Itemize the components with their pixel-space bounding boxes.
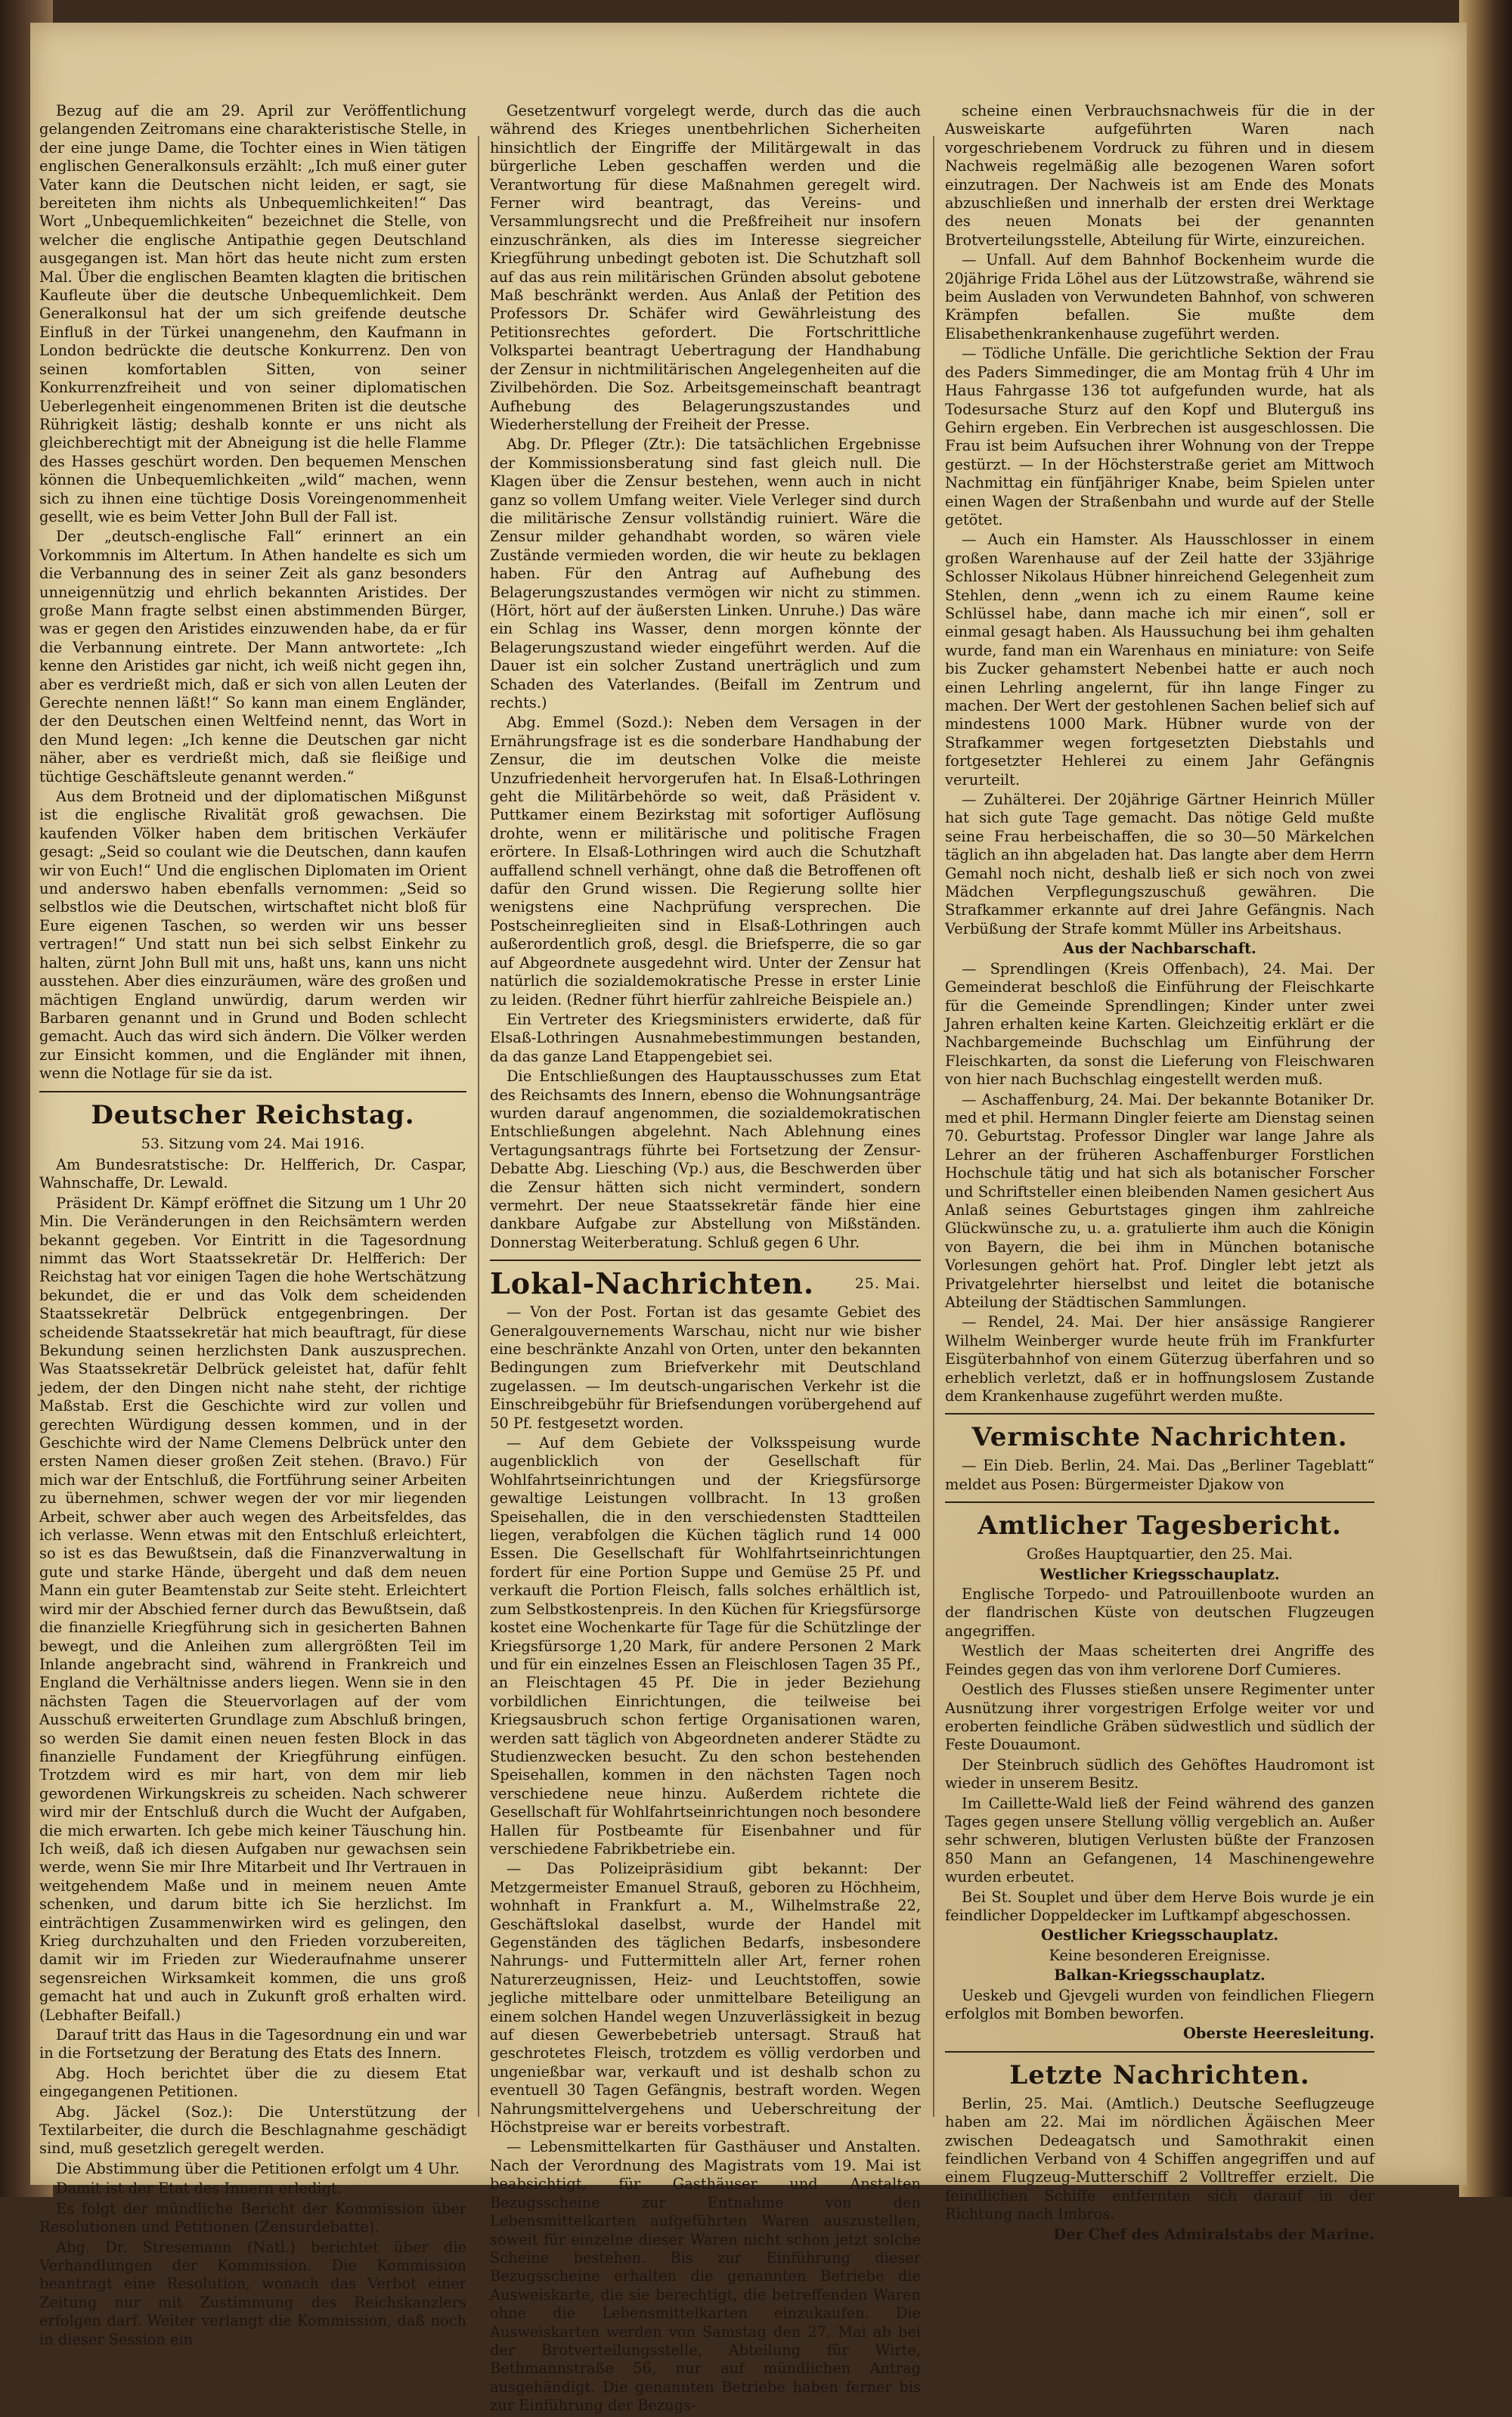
subheading-ost: Oestlicher Kriegsschauplatz. [1041,1926,1278,1944]
article-paragraph: Englische Torpedo- und Patrouillenboote wurden an der flandrischen Küste von deutschen Flugzeugen angegriffen. [945,1585,1374,1640]
article-paragraph: Oestlich des Flusses stießen unsere Regimenter unter Ausnützung ihrer vorgestrigen Erfolge weiter vor und eroberten feindliche Gräben südwestlich und südlich der Feste Douaumont. [945,1681,1374,1754]
column-1 [39,102,466,2350]
section-title-vermischte: Vermischte Nachrichten. [971,1422,1348,1453]
article-paragraph: — Tödliche Unfälle. Die gerichtliche Sektion der Frau des Paders Simmedinger, die am Montag früh 4 Uhr im Haus Fahrgasse 136 tot aufgefunden wurde, hat als Todesursache Sturz auf den Kopf und Bluterguß ins Gehirn ergeben. Ein Verbrechen ist ausgeschlossen. Die Frau ist beim Aufsuchen ihrer Wohnung von der Treppe gestürzt. — In der Höchsterstraße geriet am Mittwoch Nachmittag ein fünfjähriger Knabe, beim Spielen unter einen Wagen der Straßenbahn und wurde auf der Stelle getötet. [945,345,1374,528]
signature: Oberste Heeresleitung. [1183,2025,1374,2043]
section-title-letzte: Letzte Nachrichten. [1009,2059,1310,2090]
article-paragraph: Abg. Jäckel (Soz.): Die Unterstützung der Textilarbeiter, die durch die Beschlagnahme geschädigt sind, muß gesetzlich geregelt werden. [39,2102,466,2158]
article-paragraph: — Aschaffenburg, 24. Mai. Der bekannte Botaniker Dr. med et phil. Hermann Dingler feierte am Dienstag seinen 70. Geburtstag. Professor Dingler war lange Jahre als Lehrer an der früheren Aschaffenburger Forstlichen Hochschule tätig und hat sich als botanischer Forscher und Schriftsteller einen bleibenden Namen gesichert Aus Anlaß seines Geburtstages gingen ihm zahlreiche Glückwünsche zu, u. a. gratulierte ihm auch die Königin von Bayern, die bei ihm in München botanische Vorlesungen gehört hat. Prof. Dingler lebt jetzt als Privatgelehrter hierselbst und leitet die botanische Abteilung der Städtischen Sammlungen. [945,1090,1374,1311]
subheading-balkan: Balkan-Kriegsschauplatz. [1054,1966,1266,1985]
article-paragraph: Bezug auf die am 29. April zur Veröffentlichung gelangenden Zeitromans eine charakteristische Stelle, in der eine junge Dame, die Tochter eines in Wien tätigen englischen Generalkonsuls erzählt: „Ich muß einer guter Vater kann die Deutschen nicht leiden, er sagt, sie bereiteten ihm nichts als Unbequemlichkeiten!“ Das Wort „Unbequemlichkeiten“ bezeichnet die Stelle, von welcher die englische Antipathie gegen Deutschland ausgegangen ist. Man hört das heute nicht zum ersten Mal. Über die englischen Beamten klagten die britischen Kaufleute über die deutsche Unbequemlichkeit. Dem Generalkonsul hat der um sich greifende deutsche Einfluß in der Türkei unangenehm, den Kaufmann in London bedrückte die deutsche Konkurrenz. Den von seinen komfortablen Sitten, von seiner Konkurrenzfreiheit und von seiner diplomatischen Ueberlegenheit eingenommenen Briten ist die deutsche Rührigkeit lästig; deshalb konnte er uns nicht als gleichberechtigt mit der Abneigung ist die helle Flamme des Hasses geschürt worden. Den bequemen Menschen können die Unbequemlichkeiten „wild“ machen, wenn sich zu ihnen eine tüchtige Dosis Voreingenommenheit gesellt, wie es beim Vetter John Bull der Fall ist. [39,102,466,525]
section-title-reichstag: Deutscher Reichstag. [91,1099,415,1130]
column-2 [490,102,921,2417]
article-paragraph: — Sprendlingen (Kreis Offenbach), 24. Mai. Der Gemeinderat beschloß die Einführung der Fleischkarte für die Gemeinde Sprendlingen; Kinder unter zwei Jahren erhalten keine Karten. Gleichzeitig erklärt er die Nachbargemeinde Buchschlag um Einführung der Fleischkarten, da sonst die Lieferung von Fleischwaren von hier nach Buchschlag eingestellt werden muß. [945,959,1374,1089]
article-paragraph: Bei St. Souplet und über dem Herve Bois wurde je ein feindlicher Doppeldecker im Luftkampf abgeschossen. [945,1888,1374,1924]
article-paragraph: Damit ist der Etat des Innern erledigt. [56,2180,342,2198]
article-paragraph: Ein Vertreter des Kriegsministers erwiderte, daß für Elsaß-Lothringen Ausnahmebestimmungen bestanden, da das ganze Land Etappengebiet sei. [490,1010,921,1065]
column-rule [933,136,934,2117]
signature: Der Chef des Admiralstabs der Marine. [1053,2225,1374,2243]
article-paragraph: Abg. Dr. Pfleger (Ztr.): Die tatsächlichen Ergebnisse der Kommissionsberatung sind fast gleich null. Die Klagen über die Zensur bestehen, wenn auch in nicht ganz so vollem Umfang weiter. Viele Verleger sind durch die militärische Zensur vollständig ruiniert. Wäre die Zensur milder gehandhabt worden, so wären viele Zustände vermieden worden, die wir heute zu beklagen haben. Für den Antrag auf Aufhebung des Belagerungszustandes vermögen wir nicht zu stimmen. (Hört, hört auf der äußersten Linken. Unruhe.) Das wäre ein Schlag ins Wasser, denn morgen könnte der Belagerungszustand wieder eingeführt werden. Auf die Dauer ist ein solcher Zustand unerträglich und zum Schaden des Vaterlandes. (Beifall im Zentrum und rechts.) [490,435,921,711]
article-paragraph: Die Entschließungen des Hauptausschusses zum Etat des Reichsamts des Innern, ebenso die Wohnungsanträge wurden darauf angenommen, die sozialdemokratischen Entschließungen abgelehnt. Nach Ablehnung eines Vertagungsantrags führte bei Fortsetzung der Zensur-Debatte Abg. Liesching (Vp.) aus, die Beschwerden über die Zensur hätten sich nicht vermindert, sondern vermehrt. Der neue Staatssekretär fände hier eine dankbare Aufgabe zur Abstellung von Mißständen. Donnerstag Weiterberatung. Schluß gegen 6 Uhr. [490,1068,921,1251]
lokal-date: 25. Mai. [854,1275,921,1293]
section-divider [490,1260,921,1261]
column-3 [945,102,1374,2245]
article-paragraph: — Lebensmittelkarten für Gasthäuser und Anstalten. Nach der Verordnung des Magistrats vom 19. Mai ist beabsichtigt, für Gasthäuser und Anstalten Bezugsscheine zur Entnahme von den Lebensmittelkarten aufgeführten Waren auszustellen, soweit für einzelne dieser Waren nicht schon jetzt solche Scheine bestehen. Bis zur Einführung dieser Bezugsscheine erhalten die genannten Betriebe die Ausweiskarte, die sie berechtigt, die betreffenden Waren ohne die Lebensmittelkarten einzukaufen. Die Ausweiskarten werden von Samstag den 27. Mai ab bei der Brotverteilungsstelle, Abteilung für Wirte, Bethmannstraße 56, nur auf mündlichen Antrag ausgehändigt. Die genannten Betriebe haben ferner bis zur Einführung der Bezugs- [490,2138,921,2415]
article-paragraph: — Das Polizeipräsidium gibt bekannt: Der Metzgermeister Emanuel Strauß, geboren zu Höchheim, wohnhaft in Frankfurt a. M., Wilhelmstraße 22, Geschäftslokal daselbst, wurde der Handel mit Gegenständen des täglichen Bedarfs, insbesondere Nahrungs- und Futtermitteln aller Art, ferner rohen Naturerzeugnissen, Heiz- und Leuchtstoffen, sowie jegliche mittelbare oder unmittelbare Beteiligung an einem solchen Handel wegen Unzuverlässigkeit in bezug auf diesen Gewerbebetrieb untersagt. Strauß hat geschrotetes Fleisch, trotzdem es völlig verdorben und ungenießbar war, verkauft und ist deshalb schon zu eventuell 30 Tagen Gefängnis, bestraft worden. Wegen Nahrungsmittelvergehens und Ueberschreitung der Höchstpreise war er bereits vorbestraft. [490,1860,921,2137]
article-paragraph: Im Caillette-Wald ließ der Feind während des ganzen Tages gegen unsere Stellung völlig vergeblich an. Außer sehr schweren, blutigen Verlusten büßte der Franzosen 850 Mann an Gefangenen, 14 Maschinengewehre wurden erbeutet. [945,1794,1374,1886]
book-binding-right [1459,0,1512,2197]
article-paragraph: Es folgt der mündliche Bericht der Kommission über Resolutionen und Petitionen (Zensurdebatte). [39,2199,466,2236]
article-paragraph: Der Steinbruch südlich des Gehöftes Haudromont ist wieder in unserem Besitz. [945,1755,1374,1793]
article-paragraph: scheine einen Verbrauchsnachweis für die in der Ausweiskarte aufgeführten Waren nach vorgeschriebenem Vordruck zu führen und in diesem Nachweis regelmäßig alle bezogenen Waren sofort einzutragen. Der Nachweis ist am Ende des Monats abzuschließen und innerhalb der ersten drei Werktage des neuen Monats bei der genannten Brotverteilungsstelle, Abteilung für Wirte, einzureichen. [945,102,1374,249]
section-divider [945,2051,1374,2053]
article-paragraph: Abg. Emmel (Sozd.): Neben dem Versagen in der Ernährungsfrage ist es die sonderbare Handhabung der Zensur, die im deutschen Volke die meiste Unzufriedenheit hervorgerufen hat. In Elsaß-Lothringen geht die Militärbehörde so weit, daß Präsident v. Puttkamer einem Bezirkstag mit sofortiger Auflösung drohte, wenn er militärische und politische Fragen erörtere. In Elsaß-Lothringen wird auch die Schutzhaft auffallend schnell verhängt, ohne daß die Betroffenen oft dafür den Grund wissen. Die Regierung sollte hier wenigstens eine Nachprüfung versprechen. Die Postscheinreglieiten sind in Elsaß-Lothringen auch außerordentlich groß, desgl. die Briefsperre, die so gar auf Abgeordnete ausgedehnt wird. Unter der Zensur hat natürlich die sozialdemokratische Presse in erster Linie zu leiden. (Redner führt hierfür zahlreiche Beispiele an.) [490,714,921,1009]
article-paragraph: Aus dem Brotneid und der diplomatischen Mißgunst ist die englische Rivalität groß gewachsen. Die kaufenden Völker haben dem britischen Verkäufer gesagt: „Seid so coulant wie die Deutschen, dann kaufen wir von Euch!“ Und die englischen Diplomaten im Orient und anderswo haben ebenfalls vernommen: „Seid so selbstlos wie die Deutschen, wirtschaftet nicht bloß für Eure eigenen Taschen, so werden wir uns besser vertragen!“ Und statt nun bei sich selbst Einkehr zu halten, zürnt John Bull mit uns, haßt uns, kann uns nicht ausstehen. Aber dies einzuräumen, wäre des großen und mächtigen England unwürdig, darum werden wir Barbaren genannt und in Grund und Boden schlecht gemacht. Auch das wird sich ändern. Die Völker werden zur Einsicht kommen, und die Engländer mit ihnen, wenn die Notlage für sie da ist. [39,788,466,1083]
lokal-title-text: Lokal-Nachrichten. [490,1266,815,1301]
article-paragraph: — Ein Dieb. Berlin, 24. Mai. Das „Berliner Tageblatt“ meldet aus Posen: Bürgermeister Djakow von [945,1457,1374,1493]
article-paragraph: Gesetzentwurf vorgelegt werde, durch das die auch während des Krieges unentbehrlichen Sicherheiten hinsichtlich der Eingriffe der Militärgewalt in das bürgerliche Leben geschaffen werden und die Verantwortung für diese Maßnahmen geregelt wird. Ferner wird beantragt, das Vereins- und Versammlungsrecht und die Preßfreiheit nur insofern einzuschränken, als dies im Interesse siegreicher Kriegführung unbedingt geboten ist. Die Schutzhaft soll auf das aus rein militärischen Gründen absolut gebotene Maß beschränkt werden. Aus Anlaß der Petition des Professors Dr. Schäfer wird Gewährleistung des Petitionsrechtes gefordert. Die Fortschrittliche Volkspartei beantragt Uebertragung der Handhabung der Zensur in nichtmilitärischen Angelegenheiten auf die Zivilbehörden. Die Soz. Arbeitsgemeinschaft beantragt Aufhebung des Belagerungszustandes und Wiederherstellung der Freiheit der Presse. [490,102,921,433]
section-heading-nachbarschaft: Aus der Nachbarschaft. [1063,940,1256,958]
section-title-lokal [490,1267,921,1300]
article-paragraph: Darauf tritt das Haus in die Tagesordnung ein und war in die Fortsetzung der Beratung des Etats des Innern. [39,2026,466,2062]
section-divider [945,1501,1374,1503]
column-rule [478,136,479,2117]
article-paragraph: Keine besonderen Ereignisse. [1049,1946,1271,1964]
section-subtitle: Großes Hauptquartier, den 25. Mai. [1026,1545,1294,1563]
article-paragraph: Der „deutsch-englische Fall“ erinnert an ein Vorkommnis im Altertum. In Athen handelte es sich um die Verbannung des in seiner Zeit als ganz besonders unneigennützig und ehrlich bekannten Aristides. Der große Mann fragte selbst einen abstimmenden Bürger, was er gegen den Aristides einzuwenden habe, da er für die Verbannung eintrete. Der Mann antwortete: „Ich kenne den Aristides gar nicht, ich weiß nicht gegen ihn, aber es verdrießt mich, daß er sich von allen Leuten der Gerechte nennen läßt!“ So kann man einem Engländer, der den Deutschen einen Weltfeind nennt, das Wort in den Mund legen: „Ich kenne die Deutschen gar nicht näher, aber es verdrießt mich, daß sie fleißige und tüchtige Geschäftsleute genannt werden.“ [39,528,466,786]
article-paragraph: — Auch ein Hamster. Als Hausschlosser in einem großen Warenhause auf der Zeil hatte der 33jährige Schlosser Nikolaus Hübner hinreichend Gelegenheit zum Stehlen, denn „wenn ich zu einem Raume keine Schlüssel habe, dann mache ich mir einen“, soll er einmal gesagt haben. Als Haussuchung bei ihm gehalten wurde, fand man ein Warenhaus en miniature: von Seife bis Zucker gehamstert Nebenbei hatte er auch noch einen Lehrling angelernt, für ihn lange Finger zu machen. Der Wert der gestohlenen Sachen belief sich auf mindestens 1000 Mark. Hübner wurde von der Strafkammer wegen fortgesetzten Diebstahls und fortgesetzter Hehlerei zu einem Jahr Gefängnis verurteilt. [945,531,1374,789]
article-paragraph: — Auf dem Gebiete der Volksspeisung wurde augenblicklich von der Gesellschaft für Wohlfahrtseinrichtungen und der Kriegsfürsorge gewaltige Leistungen vollbracht. In 13 großen Speisehallen, die in den verschiedensten Stadtteilen liegen, verabfolgen die Küchen täglich rund 14 000 Essen. Die Gesellschaft für Wohlfahrtseinrichtungen fordert für eine Portion Suppe und Gemüse 25 Pf. und verkauft die Portion Fleisch, falls solches erhältlich ist, zum Selbstkostenpreis. In den Küchen für Kriegsfürsorge kostet eine Wochenkarte für Tage für die Schützlinge der Kriegsfürsorge 1,20 Mark, für andere Personen 2 Mark und für ein einzelnes Essen an Fleischlosen Tagen 35 Pf., an Fleischtagen 45 Pf. Die in jeder Beziehung vorbildlichen Einrichtungen, die teilweise bei Kriegsausbruch schon fertige Organisationen waren, werden satt täglich von Abgeordneten anderer Städte zu Studienzwecken besucht. Zu den schon bestehenden Speisehallen, kommen in den nächsten Tagen noch verschiedene neue hinzu. Außerdem richtete die Gesellschaft für Wohlfahrtseinrichtungen noch besondere Hallen für Postbeamte für Eisenbahner und für verschiedene Fabrikbetriebe ein. [490,1434,921,1858]
article-paragraph: Westlich der Maas scheiterten drei Angriffe des Feindes gegen das von ihm verlorene Dorf Cumieres. [945,1642,1374,1678]
article-paragraph: — Von der Post. Fortan ist das gesamte Gebiet des Generalgouvernements Warschau, nicht nur wie bisher eine beschränkte Anzahl von Orten, unter den bekannten Bedingungen zum Briefverkehr mit Deutschland zugelassen. — Im deutsch-ungarischen Verkehr ist die Einschreibgebühr für Briefsendungen vorübergehend auf 50 Pf. festgesetzt worden. [490,1303,921,1432]
newspaper-page [30,23,1467,2415]
subheading-west: Westlicher Kriegsschauplatz. [1040,1565,1280,1583]
article-paragraph: Berlin, 25. Mai. (Amtlich.) Deutsche Seeflugzeuge haben am 22. Mai im nördlichen Ägäischen Meer zwischen Dedeagatsch und Samothrakit einen feindlichen Verband von 4 Schiffen angegriffen und auf einem Flugzeug-Mutterschiff 2 Volltreffer erzielt. Die feindlichen Schiffe entfernten sich darauf in der Richtung nach Imbros. [945,2094,1374,2223]
article-paragraph: — Rendel, 24. Mai. Der hier ansässige Rangierer Wilhelm Weinberger wurde heute früh im Frankfurter Eisgüterbahnhof von einem Güterzug überfahren und so erheblich verletzt, daß er in hoffnungslosem Zustande dem Krankenhause zugeführt werden mußte. [945,1313,1374,1405]
section-title-amtlich: Amtlicher Tagesbericht. [978,1511,1342,1542]
article-paragraph: Abg. Hoch berichtet über die zu diesem Etat eingegangenen Petitionen. [39,2064,466,2101]
article-paragraph: Präsident Dr. Kämpf eröffnet die Sitzung um 1 Uhr 20 Min. Die Veränderungen in den Reichsämtern werden bekannt gegeben. Vor Eintritt in die Tagesordnung nimmt das Wort Staatssekretär Dr. Helfferich: Der Reichstag hat vor einigen Tagen die hohe Wertschätzung bekundet, die er und das Volk dem scheidenden Staatssekretär Delbrück entgegenbringen. Der scheidende Staatssekretär hat mich beauftragt, für diese Bekundung seinen herzlichsten Dank auszusprechen. Was Staatssekretär Delbrück geleistet hat, dafür fehlt jedem, der den Dingen nicht nahe steht, der richtige Maßstab. Erst die Geschichte wird zur vollen und gerechten Würdigung dessen kommen, und in der Geschichte wird der Name Clemens Delbrück unter den ersten Namen dieser großen Zeit stehen. (Bravo.) Für mich war der Entschluß, die Fortführung seiner Arbeiten zu übernehmen, schwer wegen der vor mir liegenden Arbeit, schwer aber auch wegen des Arbeitsfeldes, das ich verlasse. Wenn etwas mit den Entschluß erleichtert, so ist es das Bewußtsein, daß die Finanzverwaltung in gute und starke Hände, übergeht und daß dem neuen Mann ein guter Beamtenstab zur Seite steht. Erleichtert wird mir der Abschied ferner durch das Bewußtsein, daß die finanzielle Kriegführung sich in gesicherten Bahnen bewegt, und die Anleihen zum allergrößten Teil im Inlande angebracht sind, während in Frankreich und England die Verhältnisse anders liegen. Wenn sie in den nächsten Tagen die Steuervorlagen auf der vom Ausschuß erweiterten Grundlage zum Abschluß bringen, so werden Sie damit einen neuen festen Block in das finanzielle Fundament der Kriegführung einfügen. Trotzdem wird es mir hart, von dem mir lieb gewordenen Wirkungskreis zu scheiden. Nach schwerer wird mir der Entschluß durch die Wucht der Aufgaben, die mich erwarten. Ich gebe mich keiner Täuschung hin. Ich weiß, daß ich diesen Aufgaben nur gewachsen sein werde, wenn Sie mir Ihre Mitarbeit und Ihr Vertrauen in weitgehendem Maße und in meinem neuen Amte schenken, und darum bitte ich Sie herzlichst. Im einträchtigen Zusammenwirken wird es gelingen, den Krieg durchzuhalten und den Frieden vorzubereiten, damit wir im Frieden zur Wiederaufnahme unserer segensreichen Wirksamkeit kommen, die uns groß gemacht hat und auch in Zukunft groß erhalten wird. (Lebhafter Beifall.) [39,1194,466,2024]
section-divider [945,1413,1374,1415]
article-paragraph: — Zuhälterei. Der 20jährige Gärtner Heinrich Müller hat sich gute Tage gemacht. Das nötige Geld mußte seine Frau herbeischaffen, die so 30—50 Märkelchen täglich an ihn abgeladen hat. Das langte aber dem Herrn Gemahl noch nicht, deshalb ließ er sich noch von zwei Mädchen Verpflegungszuschuß gewähren. Die Strafkammer erkannte auf drei Jahre Gefängnis. Nach Verbüßung der Strafe kommt Müller ins Arbeitshaus. [945,791,1374,937]
article-paragraph: Am Bundesratstische: Dr. Helfferich, Dr. Caspar, Wahnschaffe, Dr. Lewald. [39,1155,466,1192]
article-paragraph: Ueskeb und Gjevgeli wurden von feindlichen Fliegern erfolglos mit Bomben beworfen. [945,1986,1374,2022]
section-divider [39,1091,466,1092]
article-paragraph: — Unfall. Auf dem Bahnhof Bockenheim wurde die 20jährige Frida Löhel aus der Lützowstraße, während sie beim Ausladen von Verwundeten Bahnhof, von schweren Krämpfen befallen. Sie mußte dem Elisabethenkrankenhause zugeführt werden. [945,251,1374,342]
article-paragraph: Die Abstimmung über die Petitionen erfolgt um 4 Uhr. [56,2159,460,2177]
article-paragraph: Abg. Dr. Stresemann (Natl.) berichtet über die Verhandlungen der Kommission. Die Kommission beantragt eine Resolution, wonach das Verbot einer Zeitung nur mit Zustimmung des Reichskanzlers erfolgen darf. Weiter verlangt die Kommission, daß noch in dieser Session ein [39,2238,466,2348]
section-subtitle: 53. Sitzung vom 24. Mai 1916. [141,1135,365,1152]
